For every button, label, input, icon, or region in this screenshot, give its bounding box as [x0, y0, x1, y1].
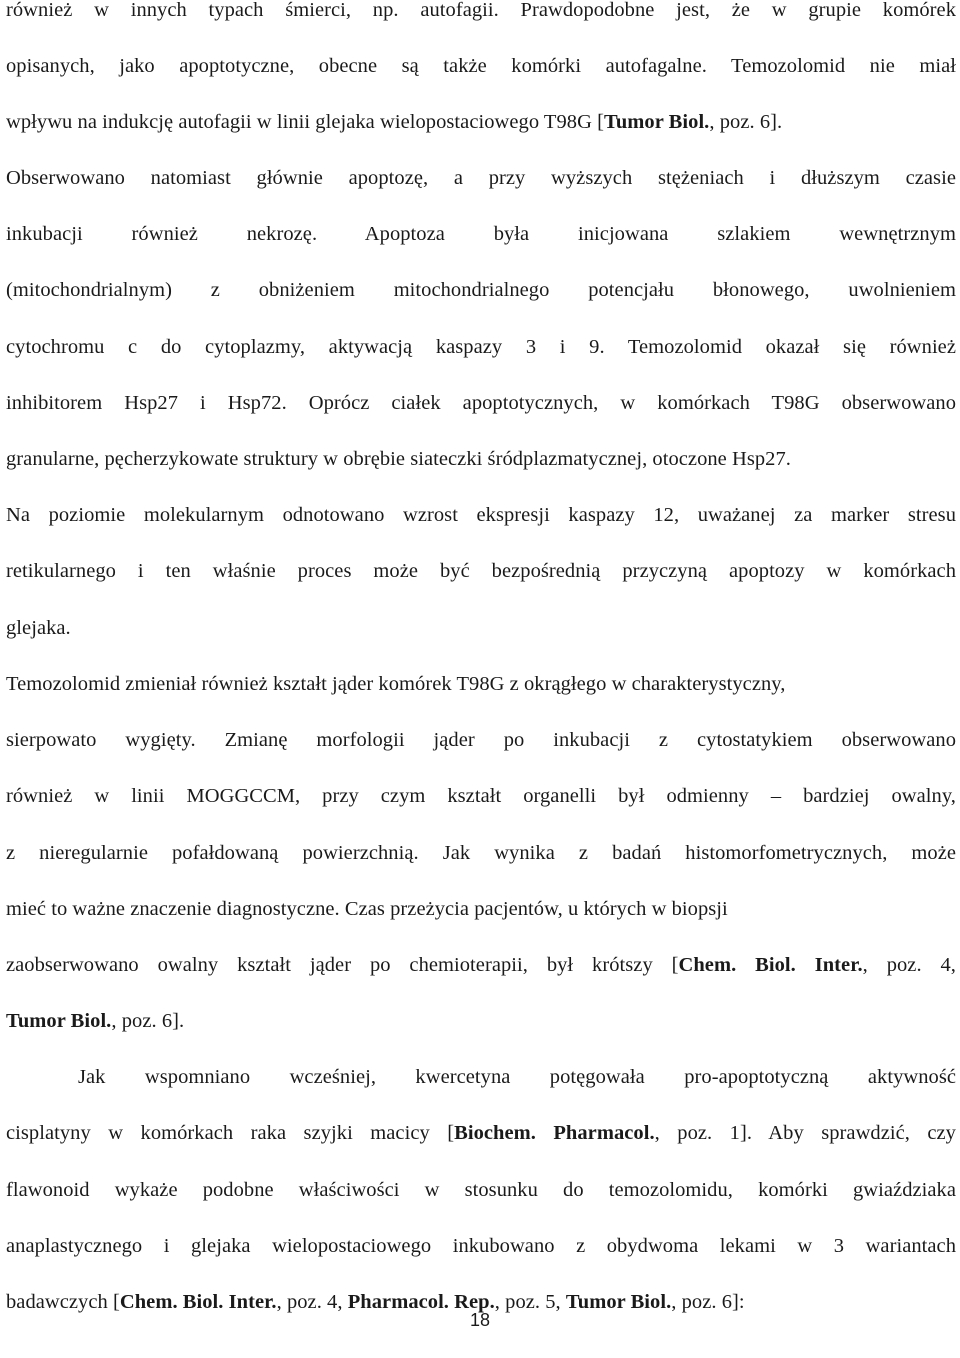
text-line	[6, 333, 956, 361]
text-run: , poz. 6].	[111, 1010, 185, 1032]
text-run: anaplastycznego i glejaka wielopostaciowego inkubowano z obydwoma lekami w 3 wariantach	[6, 1235, 956, 1257]
citation-ref: Tumor Biol.	[6, 1010, 112, 1032]
text-line	[78, 1063, 956, 1091]
citation-ref: Tumor Biol.	[604, 111, 710, 133]
text-line	[6, 108, 956, 136]
text-line	[6, 557, 956, 585]
text-run: , poz. 1]. Aby sprawdzić, czy	[654, 1122, 956, 1144]
text-run: Jak wspomniano wcześniej, kwercetyna potęgowała pro-apoptotyczną aktywność	[78, 1066, 956, 1088]
text-line	[6, 895, 956, 923]
text-line	[6, 0, 956, 24]
text-line	[6, 445, 956, 473]
citation-ref: Chem. Biol. Inter.	[678, 954, 863, 976]
text-run: cisplatyny w komórkach raka szyjki macicy [	[6, 1122, 455, 1144]
text-run: (mitochondrialnym) z obniżeniem mitochondrialnego potencjału błonowego, uwolnieniem	[6, 279, 956, 301]
text-line	[6, 276, 956, 304]
text-line	[6, 1119, 956, 1147]
text-line	[6, 1176, 956, 1204]
text-line	[6, 839, 956, 867]
text-run: Temozolomid zmieniał również kształt jąder komórek T98G z okrągłego w charakterystyczny,	[6, 673, 786, 695]
text-run: sierpowato wygięty. Zmianę morfologii jąder po inkubacji z cytostatykiem obserwowano	[6, 729, 956, 751]
text-run: , poz. 4,	[862, 954, 956, 976]
citation-ref: Tumor Biol.	[565, 1291, 672, 1313]
text-run: mieć to ważne znaczenie diagnostyczne. Czas przeżycia pacjentów, u których w biopsji	[6, 898, 728, 920]
text-line	[6, 782, 956, 810]
text-run: cytochromu c do cytoplazmy, aktywacją kaspazy 3 i 9. Temozolomid okazał się również	[6, 336, 956, 358]
page-number: 18	[469, 1310, 491, 1330]
text-run: retikularnego i ten właśnie proces może być bezpośrednią przyczyną apoptozy w komórkach	[6, 560, 956, 582]
text-line	[6, 52, 956, 80]
text-run: opisanych, jako apoptotyczne, obecne są także komórki autofagalne. Temozolomid nie miał	[6, 55, 956, 77]
text-run: badawczych [	[6, 1291, 120, 1313]
text-run: granularne, pęcherzykowate struktury w obrębie siateczki śródplazmatycznej, otoczone Hsp27.	[6, 448, 791, 470]
text-run: inhibitorem Hsp27 i Hsp72. Oprócz ciałek apoptotycznych, w komórkach T98G obserwowano	[6, 392, 956, 414]
text-line	[6, 220, 956, 248]
text-run: wpływu na indukcję autofagii w linii glejaka wielopostaciowego T98G [	[6, 111, 604, 133]
text-run: inkubacji również nekrozę. Apoptoza była inicjowana szlakiem wewnętrznym	[6, 223, 956, 245]
text-run: , poz. 4,	[276, 1291, 348, 1313]
text-run: , poz. 6]:	[671, 1291, 745, 1313]
text-line	[6, 501, 956, 529]
citation-ref: Biochem. Pharmacol.	[454, 1122, 655, 1144]
text-run: , poz. 6].	[709, 111, 783, 133]
text-run: z nieregularnie pofałdowaną powierzchnią. Jak wynika z badań histomorfometrycznych, może	[6, 842, 956, 864]
text-run: glejaka.	[6, 617, 71, 639]
text-run: zaobserwowano owalny kształt jąder po chemioterapii, był krótszy [	[6, 954, 679, 976]
text-line	[6, 164, 956, 192]
text-run: , poz. 5,	[494, 1291, 566, 1313]
text-line	[6, 726, 956, 754]
text-run: również w innych typach śmierci, np. autofagii. Prawdopodobne jest, że w grupie komórek	[6, 0, 956, 21]
text-line	[6, 1007, 956, 1035]
text-run: Na poziomie molekularnym odnotowano wzrost ekspresji kaspazy 12, uważanej za marker stresu	[6, 504, 956, 526]
text-run: również w linii MOGGCCM, przy czym kształt organelli był odmienny – bardziej owalny,	[6, 785, 956, 807]
text-line	[6, 389, 956, 417]
text-line	[6, 1232, 956, 1260]
text-run: flawonoid wykaże podobne właściwości w stosunku do temozolomidu, komórki gwiaździaka	[6, 1179, 956, 1201]
text-line	[6, 670, 956, 698]
text-run: Obserwowano natomiast głównie apoptozę, a przy wyższych stężeniach i dłuższym czasie	[6, 167, 956, 189]
citation-ref: Pharmacol. Rep.	[347, 1291, 495, 1313]
text-line	[6, 614, 956, 642]
text-line	[6, 951, 956, 979]
citation-ref: Chem. Biol. Inter.	[119, 1291, 277, 1313]
